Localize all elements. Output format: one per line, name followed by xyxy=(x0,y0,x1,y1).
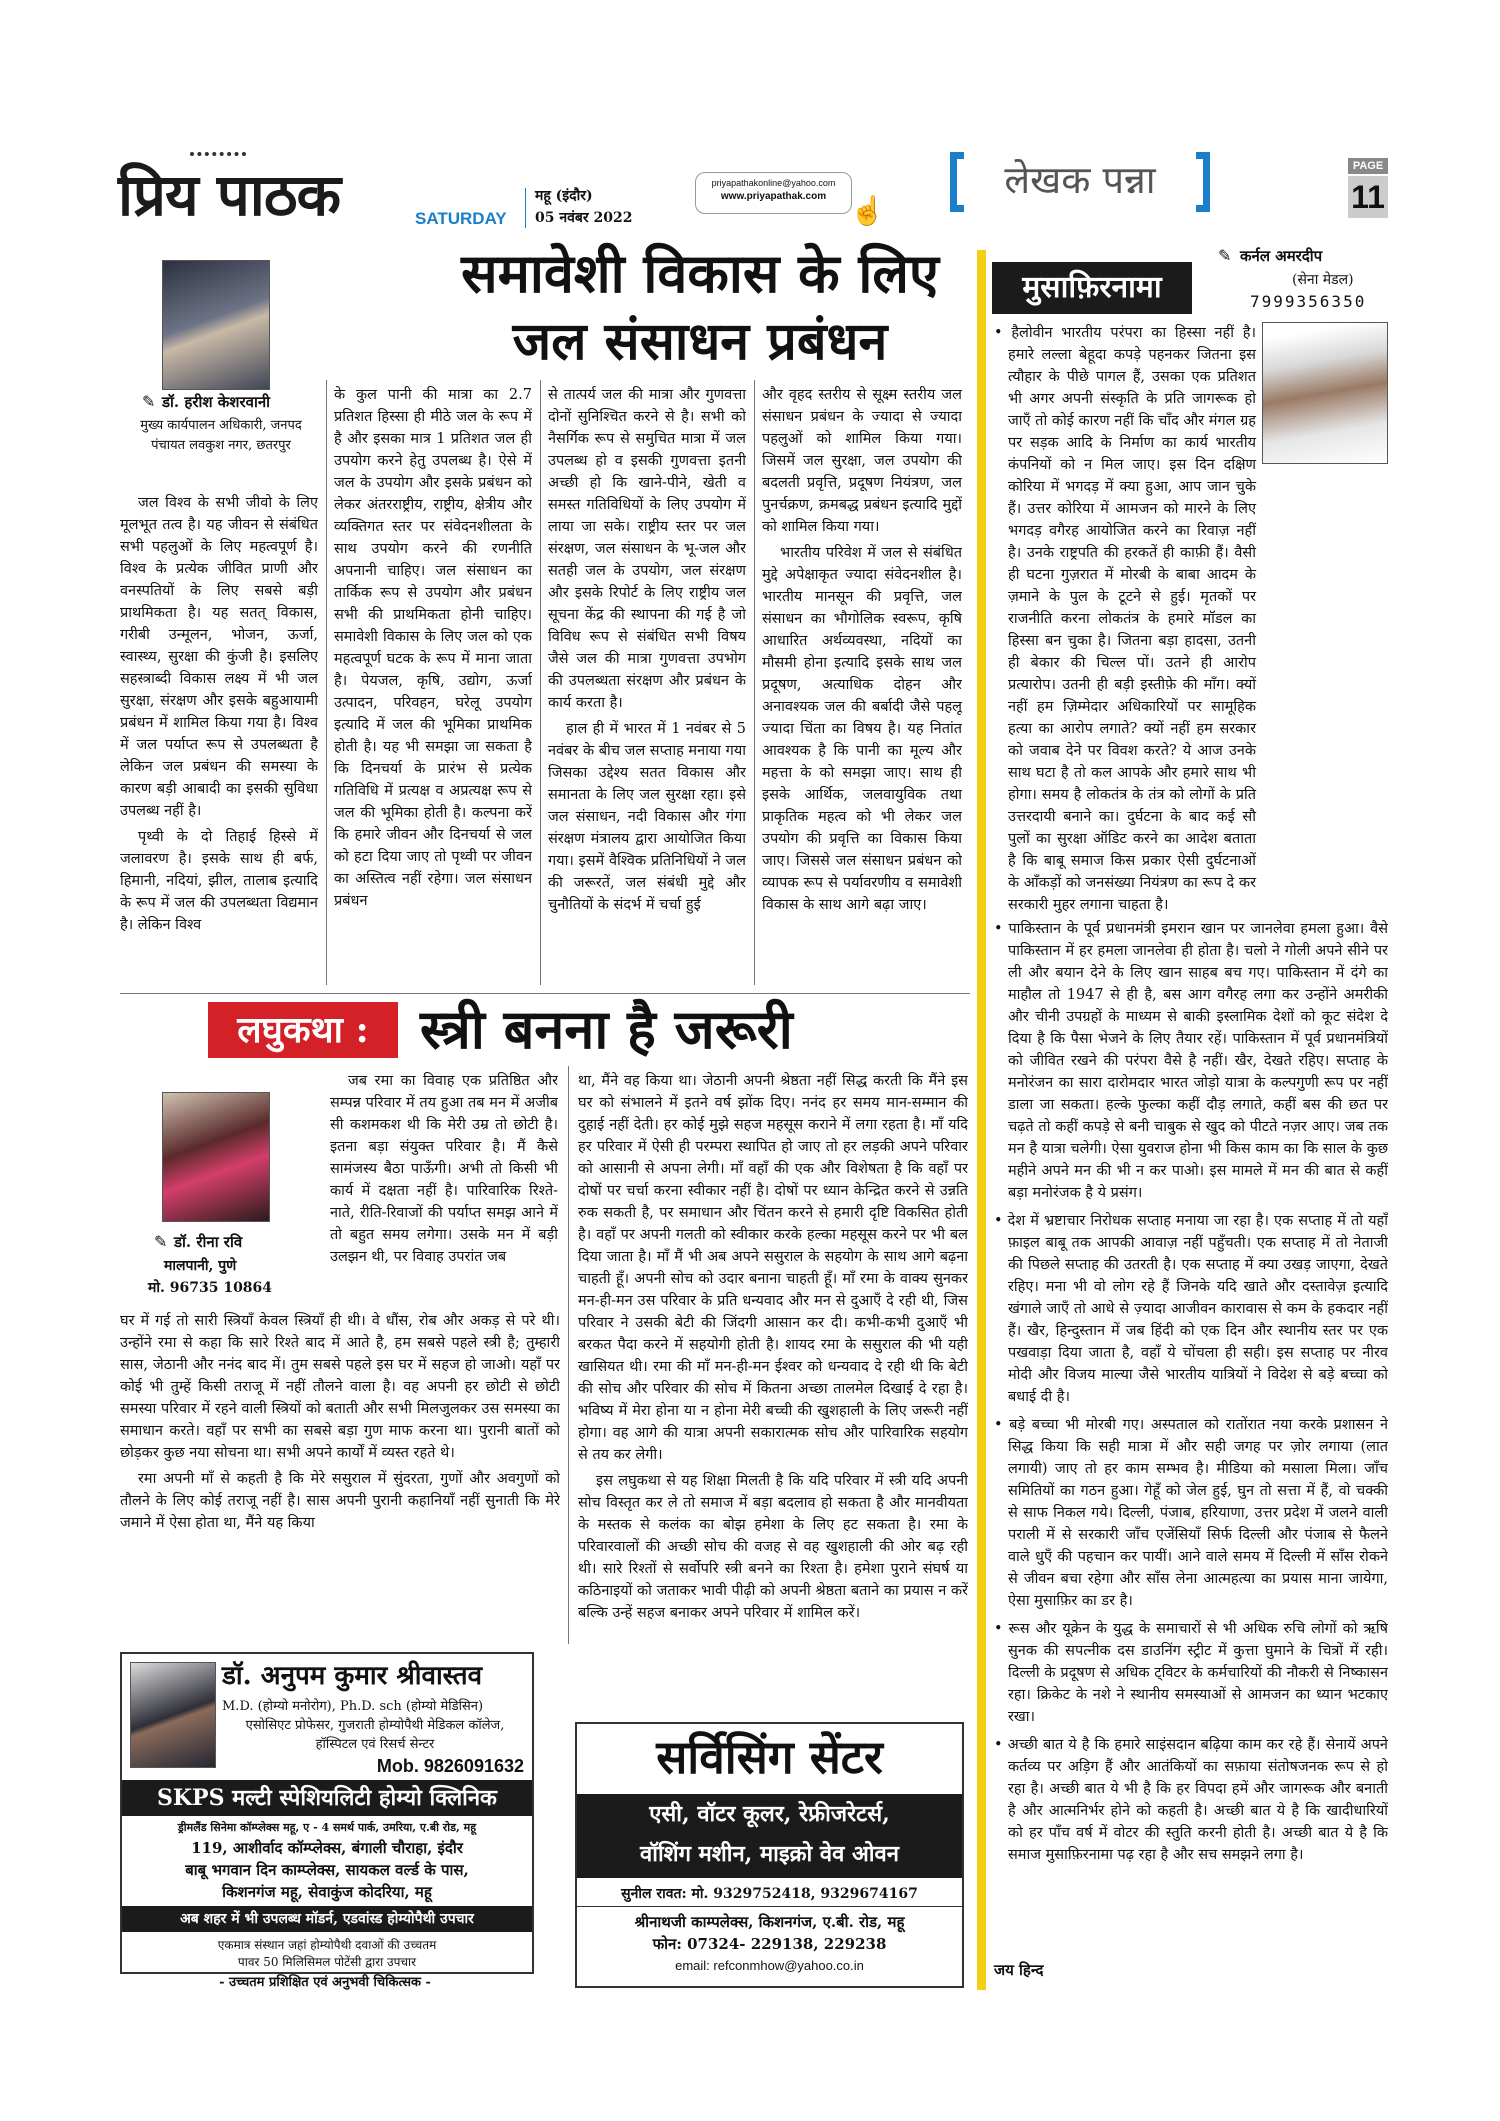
hand-pointer-icon: ☝ xyxy=(850,194,885,227)
logo: प्रिय पाठक xyxy=(118,161,341,229)
paragraph: हाल ही में भारत में 1 नवंबर से 5 नवंबर के बीच जल सप्ताह मनाया गया जिसका उद्देश्य सतत विकास और समानता के लिए जल सुरक्षा रहा। इसे जल संसाधन, नदी विकास और गंगा संरक्षण मंत्रालय द्वारा आयोजित किया गया। इसमें वैश्विक प्रतिनिधियों ने जल की जरूरतें, जल संबंधी मुद्दे और चुनौतियों के संदर्भ में चर्चा हुई xyxy=(548,721,746,913)
main-headline-line2: जल संसाधन प्रबंधन xyxy=(512,311,888,372)
website[interactable]: www.priyapathak.com xyxy=(720,191,827,202)
story-col-bottom xyxy=(120,1310,560,1640)
paragraph: इस लघुकथा से यह शिक्षा मिलती है कि यदि परिवार में स्त्री यदि अपनी सोच विस्तृत कर ले तो समाज में बड़ा बदलाव हो सकता है और मानवीयता के मस्तक से कलंक का बोझ हमेशा के लिए हट सकता है। रमा के परिवारवालों की अच्छी सोच की वजह से वह खुशहाली की ओर बढ़ रही थी। सारे रिश्तों से सर्वोपरि स्त्री बनने का रिश्ता है। हमेशा पुराने संघर्ष या कठिनाइयों को जताकर भावी पीढ़ी को अपनी श्रेष्ठता बताने का प्रयास न करें बल्कि उन्हें सहज बनाकर अपने परिवार में शामिल करें। xyxy=(578,1473,968,1621)
doctor-position: एसोसिएट प्रोफेसर, गुजराती होम्योपैथी मेडिकल कॉलेज, हॉस्पिटल एवं रिसर्च सेन्टर xyxy=(245,1718,505,1752)
paragraph: घर में गई तो सारी स्त्रियाँ केवल स्त्रियाँ ही थी। वे धौंस, रोब और अकड़ से परे थी। उन्होंने रमा से कहा कि सारे रिश्ते बाद में आते है, हम सबसे पहले स्त्री है; तुम्हारी सास, जेठानी और ननंद बाद में। तुम सबसे पहले इस घर में सहज हो जाओ। यहाँ पर कोई भी तुम्हें किसी तराजू में नहीं तौलने वाला है। वह अपनी हर छोटी से छोटी समस्या परिवार में रहने वाली स्त्रियों को बताती और सभी मिलजुलकर उस समस्या का समाधान करते। वहाँ पर सभी का सबसे बड़ा गुण माफ करना था। पुरानी बातों को छोड़कर कुछ नया सोचना था। सभी अपने कार्यों में व्यस्त रहते थे। xyxy=(120,1313,560,1461)
column-bullet: • अच्छी बात ये है कि हमारे साइंसदान बढ़िया काम कर रहे हैं। सेनायें अपने कर्तव्य पर अड़िग हैं और आतंकियों का सफ़ाया संतोषजनक रूप से हो रहा है। अच्छी बात ये भी है कि हर विपदा हमें और जागरूक और बनाती है और आत्मनिर्भर होने को कहती है। अच्छी बात ये है कि खादीधारियों को हर पाँच वर्ष में वोटर की स्तुति करनी होती है। अच्छी बात ये है कि समाज मुसाफ़िरनामा पढ़ रहा है और सच समझने लगा है। xyxy=(994,1734,1388,1866)
paragraph: के कुल पानी की मात्रा का 2.7 प्रतिशत हिस्सा ही मीठे जल के रूप में है और इसका मात्र 1 प्रतिशत जल ही उपयोग करने हेतु उपलब्ध है। ऐसे में जल के उपयोग और इसके प्रबंधन को लेकर अंतरराष्ट्रीय, राष्ट्रीय, क्षेत्रीय और व्यक्तिगत स्तर पर संवेदनशीलता के साथ उपयोग करने की रणनीति अपनानी चाहिए। जल संसाधन का तार्किक रूप से उपयोग और प्रबंधन सभी की प्राथमिकता होनी चाहिए। समावेशी विकास के लिए जल को एक महत्वपूर्ण घटक के रूप में माना जाता है। पेयजल, कृषि, उद्योग, ऊर्जा उत्पादन, परिवहन, घरेलू उपयोग इत्यादि में जल की भूमिका प्राथमिक होती है। यह भी समझा जा सकता है कि दिनचर्या के प्रारंभ से प्रत्येक गतिविधि में प्रत्यक्ष व अप्रत्यक्ष रूप से जल की भूमिका होती है। कल्पना करें कि हमारे जीवन और दिनचर्या से जल को हटा दिया जाए तो पृथ्वी पर जीवन का अस्तित्व नहीं रहेगा। जल संसाधन प्रबंधन xyxy=(334,387,532,909)
pen-icon: ✎ xyxy=(142,392,156,411)
section-title: लेखक पन्ना xyxy=(1004,158,1156,202)
doctor-photo xyxy=(130,1662,216,1768)
author-photo xyxy=(162,260,270,390)
service-line-1: एसी, वॉटर कूलर, रेफ्रीजरेटर्स, xyxy=(649,1801,890,1827)
story-col-right xyxy=(578,1070,968,1708)
clinic-footer-2: पावर 50 मिलिसिमल पोटेंसी द्वारा उपचार xyxy=(237,1955,417,1969)
main-article-col1 xyxy=(120,492,318,987)
story-author-photo xyxy=(162,1092,270,1222)
clinic-name: SKPS मल्टी स्पेशियलिटी होम्यो क्लिनिक xyxy=(122,1780,532,1816)
clinic-address-4: किशनगंज महू, सेवाकुंज कोदरिया, महू xyxy=(222,1883,432,1901)
paragraph: जल विश्व के सभी जीवो के लिए मूलभूत तत्व है। यह जीवन से संबंधित सभी पहलुओं के लिए महत्वपूर्ण है। विश्व के प्रत्येक जीवित प्राणी और वनस्पतियों के लिए सबसे बड़ी प्राथमिकता है। यह सतत् विकास, गरीबी उन्मूलन, भोजन, ऊर्जा, स्वास्थ्य, सुरक्षा की कुंजी है। इसलिए सहस्त्राब्दी विकास लक्ष्य में भी जल सुरक्षा, संरक्षण और इसके बहुआयामी प्रबंधन में शामिल किया गया है। विश्व में जल पर्याप्त रूप से उपलब्धता है लेकिन जल प्रबंधन की समस्या के कारण बड़ी आबादी का इसकी सुविधा उपलब्ध नहीं है। xyxy=(120,495,318,819)
logo-ornament-icon xyxy=(190,152,246,168)
story-author-place: मालपानी, पुणे xyxy=(164,1258,237,1274)
paragraph: भारतीय परिवेश में जल से संबंधित मुद्दे अपेक्षाकृत ज्यादा संवेदनशील है। भारतीय मानसून की प्रवृत्ति, जल संसाधन का भौगोलिक स्वरूप, कृषि आधारित अर्थव्यवस्था, नदियों का मौसमी होना इत्यादि इसके साथ जल प्रदूषण, अत्याधिक दोहन और अनावश्यक जल की बर्बादी जैसे पहलू ज्यादा चिंता का विषय है। यह नितांत आवश्यक है कि पानी का मूल्य और महत्ता के को समझा जाए। साथ ही इसके आर्थिक, जलवायुविक तथा प्राकृतिक महत्व को भी लेकर जल उपयोग की प्रवृत्ति का विकास किया जाए। जिससे जल संसाधन प्रबंधन को व्यापक रूप से पर्यावरणीय व समावेशी विकास के साथ आगे बढ़ा जाए। xyxy=(762,545,962,913)
column-title: मुसाफ़िरनामा xyxy=(992,262,1192,314)
column-signoff: जय हिन्द xyxy=(994,1961,1044,1979)
clinic-address-2: 119, आशीर्वाद कॉम्प्लेक्स, बंगाली चौराहा, इंदौर xyxy=(191,1839,463,1857)
paragraph: जब रमा का विवाह एक प्रतिष्ठित और सम्पन्न परिवार में तय हुआ तब मन में अजीब सी कशमकश थी कि मेरी उम्र तो छोटी है। इतना बड़ा संयुक्त परिवार है। मैं कैसे सामंजस्य बैठा पाऊँगी। अभी तो किसी भी कार्य में दक्षता नहीं है। पारिवारिक रिश्ते-नाते, रीति-रिवाजों की पर्याप्त समझ आने में तो बहुत समय लगेगा। उसके मन में बड़ी उलझन थी, पर विवाह उपरांत जब xyxy=(330,1073,558,1265)
author-name: डॉ. हरीश केशरवानी xyxy=(162,393,271,411)
service-title: सर्विसिंग सेंटर xyxy=(656,1730,883,1784)
author-designation: मुख्य कार्यपालन अधिकारी, जनपद पंचायत लवकुश नगर, छतरपुर xyxy=(140,418,302,453)
paragraph: से तात्पर्य जल की मात्रा और गुणवत्ता दोनों सुनिश्चित करने से है। सभी को नैसर्गिक रूप से समुचित मात्रा में जल उपलब्ध हो व इसकी गुणवत्ता इतनी अच्छी हो कि खाने-पीने, खेती व समस्त गतिविधियों के लिए उपयोग में लाया जा सके। राष्ट्रीय स्तर पर जल संरक्षण, जल संसाधन के भू-जल और सतही जल के उपयोग, जल संरक्षण और इसके रिपोर्ट के लिए राष्ट्रीय जल सूचना केंद्र की स्थापना की गई है जो विविध रूप से संबंधित सभी विषय जैसे जल की मात्रा गुणवत्ता उपभोग की उपलब्धता संरक्षण और प्रबंधन के कार्य करता है। xyxy=(548,387,746,711)
main-article-col3 xyxy=(548,384,746,984)
story-author-phone: मो. 96735 10864 xyxy=(148,1280,273,1296)
main-headline-line1: समावेशी विकास के लिए xyxy=(461,241,939,305)
service-band xyxy=(577,1794,962,1878)
doctor-qualification: M.D. (होम्यो मनोरोग), Ph.D. sch (होम्यो मेडिसिन) xyxy=(222,1699,484,1714)
story-author-name: डॉ. रीना रवि xyxy=(174,1233,243,1251)
doctor-mobile: Mob. 9826091632 xyxy=(376,1756,524,1776)
story-headline: स्त्री बनना है जरूरी xyxy=(420,997,793,1061)
clinic-footer-1: एकमात्र संस्थान जहां होम्योपैथी दवाओं की उच्चतम xyxy=(217,1938,437,1952)
column-body xyxy=(994,322,1388,1952)
story-label: लघुकथा : xyxy=(208,1002,398,1058)
paragraph: और वृहद स्तरीय से सूक्ष्म स्तरीय जल संसाधन प्रबंधन के ज्यादा से ज्यादा पहलुओं को शामिल किया गया। जिसमें जल सुरक्षा, जल उपयोग की बदलती प्रवृत्ति, प्रदूषण नियंत्रण, जल पुनर्चक्रण, क्रमबद्ध प्रबंधन इत्यादि मुद्दों को शामिल किया गया। xyxy=(762,387,962,535)
column-bullet: • बड़े बच्चा भी मोरबी गए। अस्पताल को रातोंरात नया करके प्रशासन ने सिद्ध किया कि सही मात्रा में और सही जगह पर ज़ोर लगाया (लात लगायी) जाए तो हर काम सम्भव है। मीडिया को मसाला मिला। जाँच समितियों का गठन हुआ। गेहूँ को जेल हुई, घुन तो सत्ता में हैं, वो चक्की से साफ निकल गये। दिल्ली, पंजाब, हरियाणा, उत्तर प्रदेश में जलने वाली पराली में से सरकारी जाँच एजेंसियाँ सिर्फ दिल्ली और पंजाब से फैलने वाले धुएँ की पहचान कर पायीं। आने वाले समय में दिल्ली में साँस रोकने से जीवन बचा रहेगा और साँस लेना आत्महत्या का प्रयास माना जायेगा, ऐसा मुसाफ़िर का डर है। xyxy=(994,1414,1388,1612)
service-phone: फोन: 07324- 229138, 229238 xyxy=(652,1935,887,1953)
main-article-col4 xyxy=(762,384,962,984)
column-bullet: • रूस और यूक्रेन के युद्ध के समाचारों से भी अधिक रुचि लोगों को ऋषि सुनक की सपत्नीक दस डाउनिंग स्ट्रीट में कुत्ता घुमाने के चित्रों में रही। दिल्ली के प्रदूषण से अधिक ट्विटर के कर्मचारियों की नौकरी से निष्कासन रहा। क्रिकेट के नशे ने स्थानीय समस्याओं से आमजन का ध्यान भटकाए रखा। xyxy=(994,1618,1388,1728)
column-bullet: • देश में भ्रष्टाचार निरोधक सप्ताह मनाया जा रहा है। एक सप्ताह में तो यहाँ फ़ाइल बाबू तक आपकी आवाज़ नहीं पहुँचती। एक सप्ताह में तो नेताजी की पिछले सप्ताह की उतरती है। एक सप्ताह में क्या उखड़ जाएगा, देखते रहिए। मना भी वो लोग रहे हैं जिनके यदि खाते और दस्तावेज़ इत्यादि खंगाले जाएँ तो आधे से ज़्यादा आजीवन कारावास से कम के हकदार नहीं हैं। खैर, हिन्दुस्तान में जब हिंदी को एक दिन और स्थानीय स्तर पर एक पखवाड़ा दिया जाता है, वहाँ ये चोंचला ही सही। इस सप्ताह पर नीरव मोदी और विजय माल्या जैसे भारतीय यात्रियों ने विदेश से बड़े बच्चा को बधाई दी है। xyxy=(994,1210,1388,1408)
clinic-band: अब शहर में भी उपलब्ध मॉडर्न, एडवांस्ड होम्योपैथी उपचार xyxy=(122,1906,532,1932)
column-author-note: (सेना मेडल) xyxy=(1292,272,1354,288)
column-author-name: कर्नल अमरदीप xyxy=(1240,247,1323,265)
service-address: श्रीनाथजी काम्पलेक्स, किशनगंज, ए.बी. रोड, महू xyxy=(634,1913,905,1931)
pen-icon: ✎ xyxy=(1218,246,1232,265)
service-line-2: वॉशिंग मशीन, माइक्रो वेव ओवन xyxy=(640,1841,899,1867)
paragraph: था, मैंने वह किया था। जेठानी अपनी श्रेष्ठता नहीं सिद्ध करती कि मैंने इस घर को संभालने में इतने वर्ष झोंक दिए। ननंद हर समय मान-सम्मान की दुहाई नहीं देती। हर कोई मुझे सहज महसूस कराने में लगा रहता है। माँ यदि हर परिवार में ऐसी ही परम्परा स्थापित हो जाए तो हर लड़की अपने परिवार को आसानी से अपना लेगी। माँ वहाँ की एक और विशेषता है कि वहाँ पर दोषों पर चर्चा करना स्वीकार नहीं है। दोषों पर ध्यान केन्द्रित करने से उन्नति रुक सकती है, पर समाधान और चिंतन करने से हमारी दृष्टि विकसित होती है। वहाँ पर अपनी गलती को स्वीकार करके हल्का महसूस करने पर भी बल दिया जाता है। माँ मैं भी अब अपने ससुराल के सहयोग के साथ आगे बढ़ना चाहती हूँ। अपनी सोच को उदार बनाना चाहती हूँ। माँ रमा के वाक्य सुनकर मन-ही-मन उस परिवार के प्रति धन्यवाद और मन से दुआएँ दे रही थी, जिस परिवार ने उसकी बेटी की जिंदगी आसान कर दी। कभी-कभी दुआएँ भी बरकत पैदा करने में सहयोगी होती है। शायद रमा के ससुराल की भी यही खासियत थी। रमा की माँ मन-ही-मन ईश्वर को धन्यवाद दे रही थी कि बेटी की सोच और परिवार की सोच में कितना अच्छा तालमेल दिखाई दे रहा है। भविष्य में मेरा होना या न होना मेरी बच्ची की खुशहाली के लिए जरूरी नहीं होगा। वह आगे की यात्रा अपनी सकारात्मक सोच और पारिवारिक सहयोग से तय कर लेगी। xyxy=(578,1073,968,1463)
column-bullet: • पाकिस्तान के पूर्व प्रधानमंत्री इमरान खान पर जानलेवा हमला हुआ। वैसे पाकिस्तान में हर हमला जानलेवा ही होता है। चलो ने गोली अपने सीने पर ली और बयान देने के लिए खान साहब बच गए। पाकिस्तान में दंगे का माहौल तो 1947 से ही है, बस आग वगैरह लगा कर उन्होंने अमरीकी और चीनी उपग्रहों के माध्यम से बाकी इस्लामिक देशों को कूट संदेश दे दिया है कि पैसा भेजने के लिए तैयार रहें। पाकिस्तान में पूर्व प्रधानमंत्रियों को जीवित रखने की परंपरा वैसे है नहीं। खैर, देखते रहिए। सप्ताह के मनोरंजन का सारा दारोमदार भारत जोड़ो यात्रा के कल्पगुणी रूप पर नहीं डाला जा सकता। हल्के फुल्का कहीं दौड़ लगाते, कहीं बस की छत पर चढ़ते तो कहीं कपड़े से बनी चाबुक से खुद को पीटते नज़र आए। जब तक मन है यात्रा चलेगी। ऐसा युवराज होना भी किस काम का कि साल के कुछ महीने अपने मन की भी न कर पाओ। इस मामले में मन की बात से कहीं बड़ा मनोरंजक है ये प्रसंग। xyxy=(994,918,1388,1204)
day-label: SATURDAY xyxy=(415,209,507,228)
section-title-box xyxy=(950,152,1210,212)
clinic-ad xyxy=(120,1652,534,1974)
author-box xyxy=(120,252,320,484)
paragraph: पृथ्वी के दो तिहाई हिस्से में जलावरण है। इसके साथ ही बर्फ, हिमानी, नदियां, झील, तालाब इत्यादि के रूप में जल की उपलब्धता विद्यमान है। लेकिन विश्व xyxy=(120,829,318,933)
column-bullet: • हैलोवीन भारतीय परंपरा का हिस्सा नहीं है। हमारे लल्ला बेहूदा कपड़े पहनकर जितना इस त्यौहार के पीछे पागल हैं, उसका एक प्रतिशत भी अगर अपनी संस्कृति के प्रति जागरूक हो जाएँ तो कोई कारण नहीं कि चाँद और मंगल ग्रह पर सड़क आदि के निर्माण का कार्य भारतीय कंपनियों को न मिल जाए। इस दिन दक्षिण कोरिया में भगदड़ में क्या हुआ, आप जान चुके हैं। उत्तर कोरिया में आमजन को मारने के लिए भगदड़ वगैरह आयोजित करने का रिवाज़ नहीं है। उनके राष्ट्रपति की हरकतें ही काफ़ी हैं। वैसी ही घटना गुज़रात में मोरबी के बाबा आदम के ज़माने के पुल के टूटने से हुई। मृतकों पर राजनीति करना लोकतंत्र के हमारे मॉडल का हिस्सा बन चुका है। जितना बड़ा हादसा, उतनी ही बेकार की चिल्ल पों। उतने ही आरोप प्रत्यारोप। उतनी ही बड़ी इस्तीफ़े की माँग। क्यों नहीं हम ज़िम्मेदार अधिकारियों पर सामूहिक हत्या का आरोप लगाते? क्यों नहीं हम सरकार को जवाब देने पर विवश करते? ये आज उनके साथ घटा है तो कल आपके और हमारे साथ भी होगा। समय है लोकतंत्र के तंत्र को लोगों के प्रति उत्तरदायी बनाने का। दुर्घटना के बाद कई सौ पुलों का सुरक्षा ऑडिट करने का आदेश बताता है कि बाबू समाज किस प्रकार ऐसी दुर्घटनाओं के आँकड़ों को जनसंख्या नियंत्रण का रूप दे कर सरकारी मुहर लगाना चाहता है। xyxy=(994,322,1256,916)
main-article-col2 xyxy=(334,384,532,984)
page-number: 11 xyxy=(1348,176,1388,218)
clinic-address-1: ड्रीमलैंड सिनेमा कॉम्प्लेक्स महू, ए - 4 समर्थ पार्क, उमरिया, ए.बी रोड, महू xyxy=(177,1821,477,1834)
service-email[interactable]: email: refconmhow@yahoo.co.in xyxy=(675,1958,864,1973)
service-ad xyxy=(575,1722,964,1988)
column-yellow-rule xyxy=(977,250,986,1990)
contact-box xyxy=(695,172,852,214)
service-contact: सुनील रावत: मो. 9329752418, 9329674167 xyxy=(621,1886,918,1902)
place: महू (इंदौर) xyxy=(535,188,593,204)
masthead xyxy=(0,0,1500,240)
column-author-phone: 7999356350 xyxy=(1250,292,1367,311)
story-col-top xyxy=(330,1070,558,1310)
story-author-box xyxy=(120,1080,320,1302)
paragraph: रमा अपनी माँ से कहती है कि मेरे ससुराल में सुंदरता, गुणों और अवगुणों को तौलने के लिए कोई तराजू नहीं है। सास अपनी पुरानी कहानियाँ नहीं सुनाती कि मेरे जमाने में ऐसा होता था, मैंने यह किया xyxy=(120,1471,560,1531)
clinic-address-3: बाबू भगवान दिन काम्प्लेक्स, सायकल वर्ल्ड के पास, xyxy=(185,1861,469,1879)
doctor-name: डॉ. अनुपम कुमार श्रीवास्तव xyxy=(222,1661,483,1691)
page-label: PAGE xyxy=(1348,158,1388,174)
clinic-footer-3: - उच्चतम प्रशिक्षित एवं अनुभवी चिकित्सक - xyxy=(219,1975,431,1990)
date: 05 नवंबर 2022 xyxy=(535,210,633,226)
pen-icon: ✎ xyxy=(154,1232,168,1251)
email[interactable]: priyapathakonline@yahoo.com xyxy=(711,178,836,188)
